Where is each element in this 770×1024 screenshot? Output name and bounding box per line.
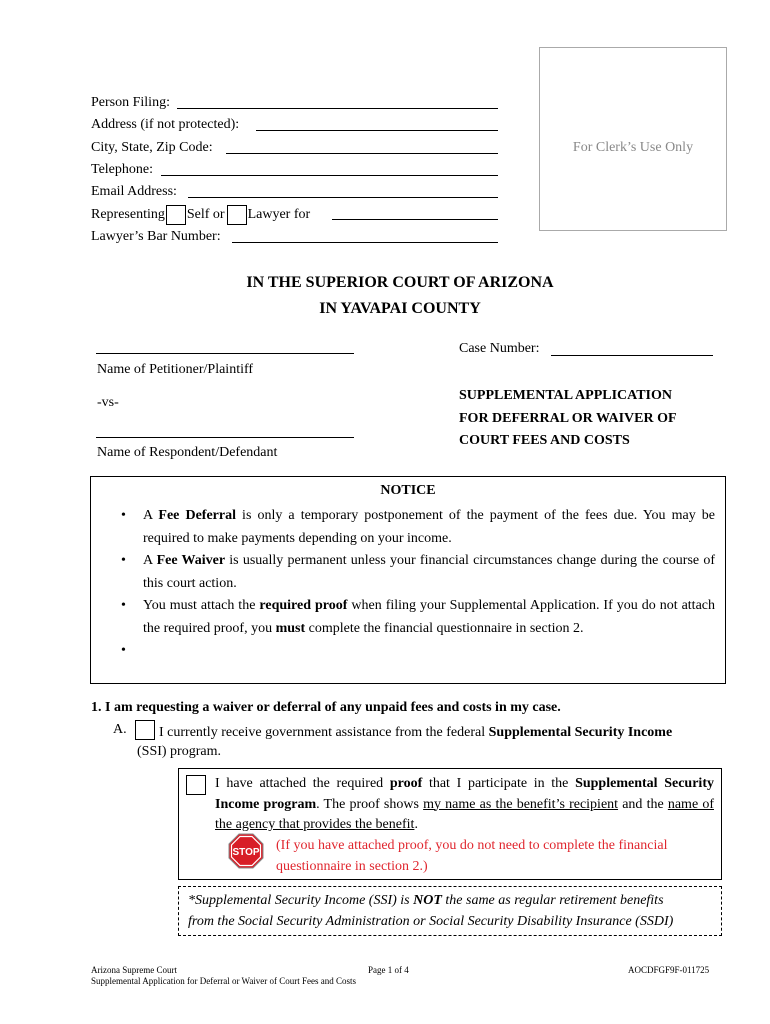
bullet-icon: • xyxy=(121,508,126,523)
proof-statement: I have attached the required proof that I participate in the Supplemental Security Income program. The proof shows my name as the benefit’s recipient and the name of the agency that provides the benefit. xyxy=(215,776,714,832)
notice-box xyxy=(90,476,726,684)
vs-label: -vs- xyxy=(97,395,119,410)
stop-sign-icon xyxy=(228,833,264,869)
stop-sign-label: STOP xyxy=(232,847,260,858)
court-title: IN THE SUPERIOR COURT OF ARIZONA xyxy=(246,274,554,291)
notice-bullet-fee-deferral: • A Fee Deferral is only a temporary postponement of the payment of the fees due. You may be required to make payments depending on your income. xyxy=(143,505,715,550)
notice-title: NOTICE xyxy=(380,483,436,498)
respondent-label: Name of Respondent/Defendant xyxy=(97,445,278,460)
ssi-disclaimer-box xyxy=(178,886,722,936)
self-checkbox[interactable] xyxy=(166,205,186,225)
bar-number-field[interactable] xyxy=(232,242,498,243)
address-label: Address (if not protected): xyxy=(91,117,240,132)
bullet-icon: • xyxy=(121,643,126,658)
page-number: Page 1 of 4 xyxy=(368,965,409,975)
document-title-line2: FOR DEFERRAL OR WAIVER OF xyxy=(459,410,677,426)
ssi-disclaimer: *Supplemental Security Income (SSI) is NOT the same as regular retirement benefits from the Social Security Administration or Social Security Disability Insurance (SSDI) xyxy=(188,893,674,929)
petitioner-label: Name of Petitioner/Plaintiff xyxy=(97,362,254,377)
document-title-line3: COURT FEES AND COSTS xyxy=(459,433,630,448)
form-code: AOCDFGF9F-011725 xyxy=(628,965,710,975)
footer-court: Arizona Supreme Court xyxy=(91,965,177,975)
stop-note xyxy=(276,835,667,877)
case-number-field[interactable] xyxy=(551,355,713,356)
lawyer-checkbox[interactable] xyxy=(227,205,247,225)
bullet-icon: • xyxy=(121,598,126,613)
stop-note-line1: (If you have attached proof, you do not need to complete the financial xyxy=(276,838,668,853)
telephone-field[interactable] xyxy=(161,175,498,176)
clerk-use-label: For Clerk’s Use Only xyxy=(572,140,694,155)
option-a-label: A. xyxy=(113,722,127,737)
representing-row xyxy=(91,205,310,225)
email-field[interactable] xyxy=(188,197,498,198)
bar-number-label: Lawyer’s Bar Number: xyxy=(91,229,221,244)
self-or-label: Self or xyxy=(186,207,225,223)
footer-form-title: Supplemental Application for Deferral or Waiver of Court Fees and Costs xyxy=(91,976,357,986)
bullet-icon: • xyxy=(121,553,126,568)
case-number-label: Case Number: xyxy=(459,341,540,356)
person-filing-label: Person Filing: xyxy=(91,95,170,110)
city-state-zip-label: City, State, Zip Code: xyxy=(91,140,213,155)
address-field[interactable] xyxy=(256,130,498,131)
lawyer-for-field[interactable] xyxy=(332,219,498,220)
document-title-line1: SUPPLEMENTAL APPLICATION xyxy=(459,388,673,403)
court-county: IN YAVAPAI COUNTY xyxy=(319,300,481,317)
notice-bullet-fee-waiver: • A Fee Waiver is usually permanent unless your financial circumstances change during the course of this court action. xyxy=(143,550,715,595)
notice-bullet-required-proof: • You must attach the required proof when filing your Supplemental Application. If you do not attach the required proof, you must complete the financial questionnaire in section 2. xyxy=(143,595,715,640)
person-filing-field[interactable] xyxy=(177,108,498,109)
lawyer-for-label: Lawyer for xyxy=(247,207,311,223)
stop-note-line2: questionnaire in section 2.) xyxy=(276,859,428,874)
document-title xyxy=(459,385,677,453)
city-state-zip-field[interactable] xyxy=(226,153,498,154)
proof-checkbox[interactable] xyxy=(186,775,206,795)
representing-label: Representing xyxy=(91,207,165,223)
petitioner-field[interactable] xyxy=(96,353,354,354)
ssi-checkbox[interactable] xyxy=(135,720,155,740)
ssi-statement-cont: (SSI) program. xyxy=(137,744,221,759)
respondent-field[interactable] xyxy=(96,437,354,438)
ssi-statement: I currently receive government assistance from the federal Supplemental Security Income xyxy=(159,725,673,740)
clerk-use-box xyxy=(539,47,727,231)
section-1-heading: 1. I am requesting a waiver or deferral of any unpaid fees and costs in my case. xyxy=(91,700,561,715)
email-label: Email Address: xyxy=(91,184,177,199)
telephone-label: Telephone: xyxy=(91,162,153,177)
